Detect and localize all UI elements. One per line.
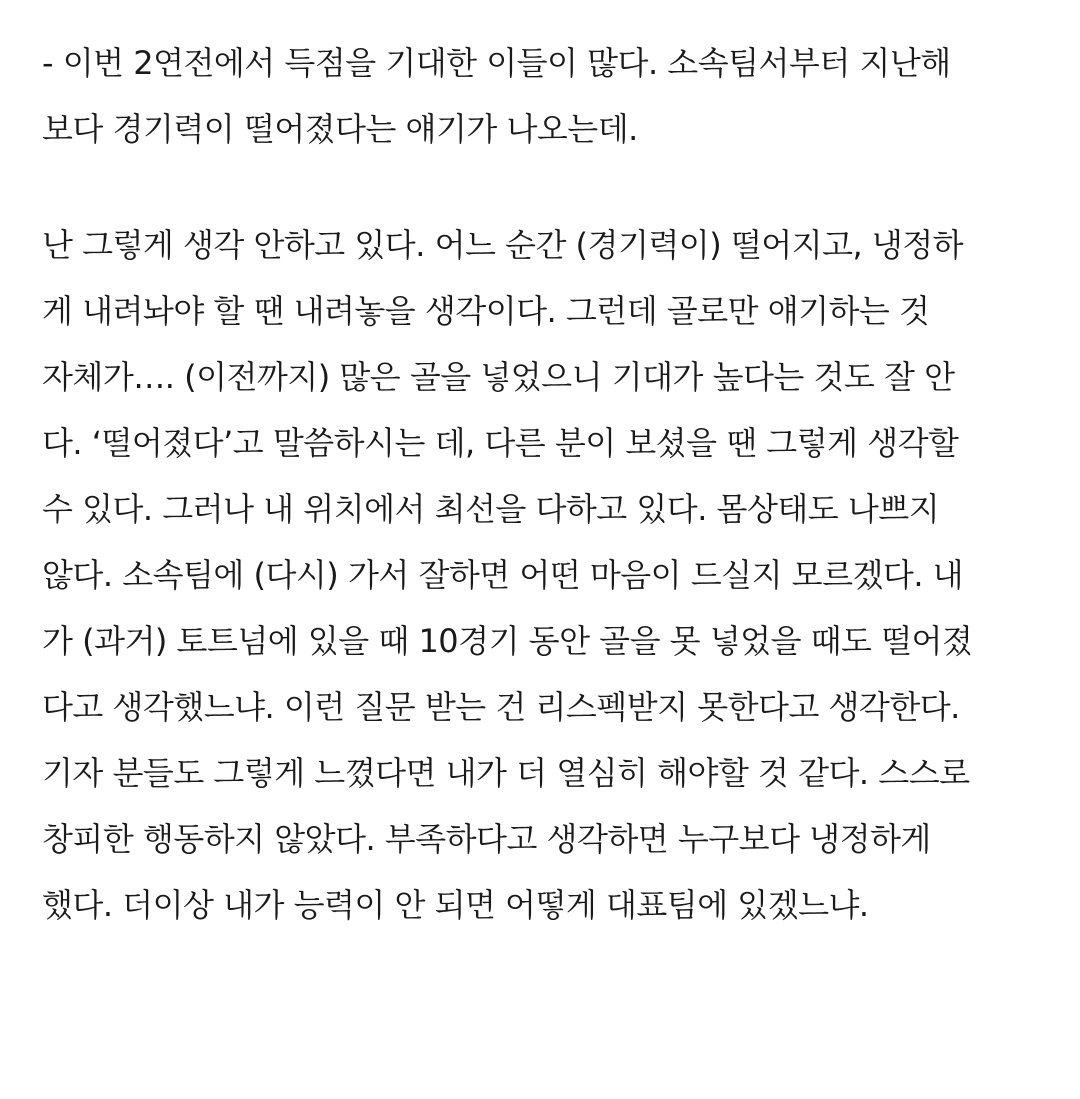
text-line: 다고 생각했느냐. 이런 질문 받는 건 리스펙받지 못한다고 생각한다. bbox=[42, 688, 960, 726]
text-line: 가 (과거) 토트넘에 있을 때 10경기 동안 골을 못 넣었을 때도 떨어졌 bbox=[42, 622, 973, 660]
text-line: - 이번 2연전에서 득점을 기대한 이들이 많다. 소속팀서부터 지난해 bbox=[42, 44, 951, 82]
text-line: 보다 경기력이 떨어졌다는 얘기가 나오는데. bbox=[42, 110, 638, 148]
text-line: 수 있다. 그러나 내 위치에서 최선을 다하고 있다. 몸상태도 나쁘지 bbox=[42, 490, 940, 528]
text-line: 게 내려놔야 할 땐 내려놓을 생각이다. 그런데 골로만 얘기하는 것 bbox=[42, 292, 930, 330]
text-line: 기자 분들도 그렇게 느꼈다면 내가 더 열심히 해야할 것 같다. 스스로 bbox=[42, 754, 970, 792]
text-line: 다. ‘떨어졌다’고 말씀하시는 데, 다른 분이 보셨을 땐 그렇게 생각할 bbox=[42, 424, 959, 462]
text-line: 않다. 소속팀에 (다시) 가서 잘하면 어떤 마음이 드실지 모르겠다. 내 bbox=[42, 556, 964, 594]
answer-paragraph bbox=[42, 212, 1042, 938]
paragraph-spacer bbox=[42, 162, 1042, 212]
text-line: 했다. 더이상 내가 능력이 안 되면 어떻게 대표팀에 있겠느냐. bbox=[42, 886, 869, 924]
text-line: 난 그렇게 생각 안하고 있다. 어느 순간 (경기력이) 떨어지고, 냉정하 bbox=[42, 226, 964, 264]
article-body bbox=[42, 30, 1042, 938]
text-line: 창피한 행동하지 않았다. 부족하다고 생각하면 누구보다 냉정하게 bbox=[42, 820, 931, 858]
question-paragraph bbox=[42, 30, 1042, 162]
text-line: 자체가…. (이전까지) 많은 골을 넣었으니 기대가 높다는 것도 잘 안 bbox=[42, 358, 955, 396]
